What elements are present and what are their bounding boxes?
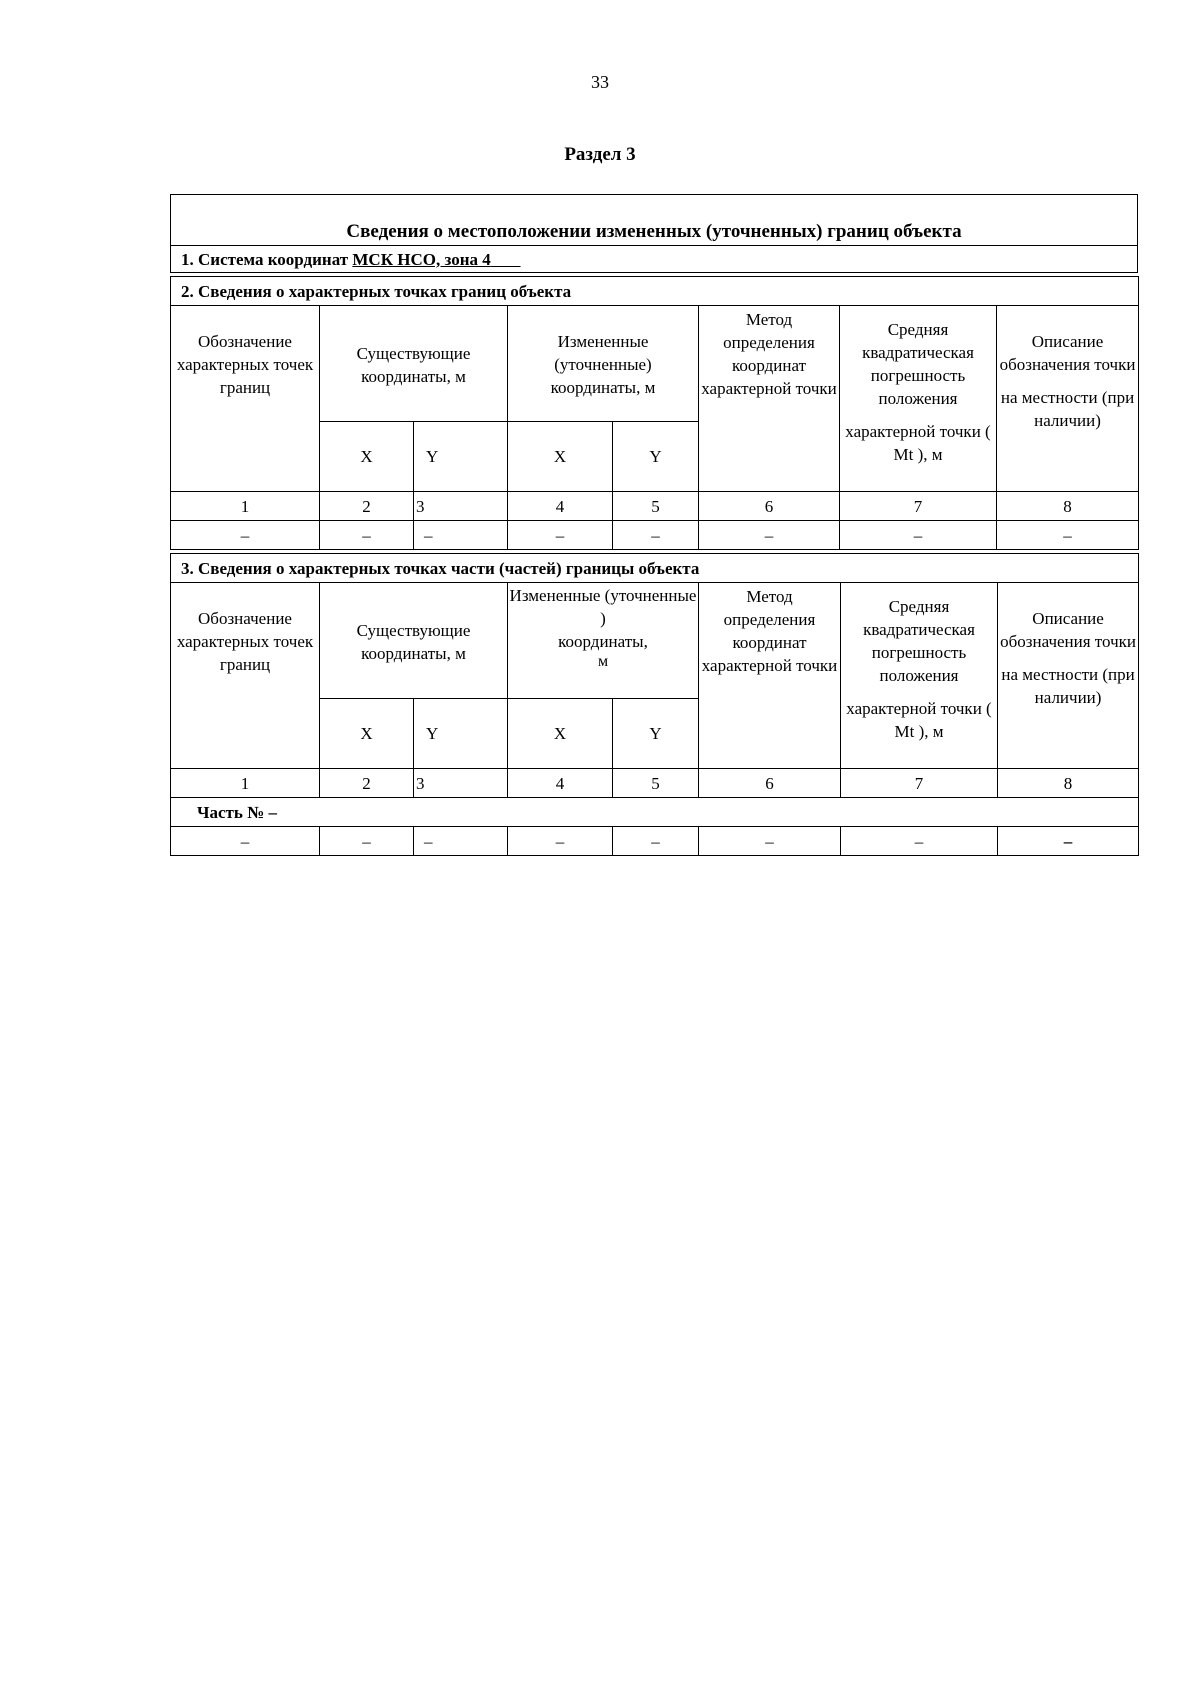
section2-col-number: 7 bbox=[840, 492, 997, 521]
coord-system-row bbox=[171, 246, 1138, 273]
coord-system-suffix bbox=[491, 250, 521, 269]
section3-header-existing: Существующие координаты, м bbox=[320, 583, 508, 699]
section2-header-changed: Измененные (уточненные) координаты, м bbox=[508, 306, 699, 422]
section3-cell: – bbox=[320, 827, 414, 856]
section3-header-description-top: Описание обозначения точки bbox=[1000, 609, 1136, 651]
section3-col-number: 1 bbox=[171, 769, 320, 798]
section2-cell: – bbox=[997, 521, 1139, 550]
section3-col-number: 4 bbox=[508, 769, 613, 798]
section2-col-number: 3 bbox=[414, 492, 508, 521]
section-title: Раздел 3 bbox=[564, 144, 636, 165]
section2-col-number: 8 bbox=[997, 492, 1139, 521]
section3-header-changed-line1: Измененные (уточненные bbox=[509, 586, 697, 605]
header-table bbox=[170, 194, 1138, 273]
main-title: Сведения о местоположении измененных (уточненных) границ объекта bbox=[171, 195, 1138, 246]
section2-cell: – bbox=[699, 521, 840, 550]
section2-col-number: 6 bbox=[699, 492, 840, 521]
section2-header-existing-x: X bbox=[320, 422, 414, 492]
section3-title: 3. Сведения о характерных точках части (частей) границы объекта bbox=[171, 554, 1139, 583]
section2-numbers-row bbox=[171, 492, 1139, 521]
section2-header-designation: Обозначение характерных точек границ bbox=[171, 306, 320, 492]
section2-cell: – bbox=[840, 521, 997, 550]
section2-header-error-bottom: характерной точки ( Mt ), м bbox=[845, 422, 991, 464]
section2-header-error bbox=[840, 306, 997, 492]
section2-data-row bbox=[171, 521, 1139, 550]
section2-col-number: 1 bbox=[171, 492, 320, 521]
section2-cell: – bbox=[320, 521, 414, 550]
page-number: 33 bbox=[591, 72, 609, 92]
section3-header-changed-line4: м bbox=[597, 653, 609, 670]
section2-cell: – bbox=[508, 521, 613, 550]
section2-header-description-bottom: на местности (при наличии) bbox=[1000, 388, 1135, 430]
section3-header-changed-y: Y bbox=[613, 699, 699, 769]
section3-col-number: 5 bbox=[613, 769, 699, 798]
section2-table bbox=[170, 276, 1139, 550]
section3-header-changed-x: X bbox=[508, 699, 613, 769]
section3-cell: – bbox=[171, 827, 320, 856]
section3-cell: – bbox=[699, 827, 841, 856]
section3-cell: – bbox=[998, 827, 1139, 856]
section3-header-description bbox=[998, 583, 1139, 769]
section3-header-changed-line3: координаты, bbox=[558, 632, 648, 651]
section3-header-existing-x: X bbox=[320, 699, 414, 769]
section3-header-error-top: Средняя квадратическая погрешность положения bbox=[863, 597, 975, 685]
section3-cell: – bbox=[613, 827, 699, 856]
section3-col-number: 6 bbox=[699, 769, 841, 798]
document-sheet bbox=[170, 194, 1138, 856]
section2-col-number: 2 bbox=[320, 492, 414, 521]
section2-header-existing: Существующие координаты, м bbox=[320, 306, 508, 422]
section3-header-method: Метод определения координат характерной точки bbox=[699, 583, 841, 769]
section3-part-label: Часть № – bbox=[171, 798, 1139, 827]
coord-system-value: МСК НСО, зона 4 bbox=[352, 249, 491, 269]
section2-col-number: 5 bbox=[613, 492, 699, 521]
section3-col-number: 8 bbox=[998, 769, 1139, 798]
section3-cell: – bbox=[841, 827, 998, 856]
section2-header-error-top: Средняя квадратическая погрешность положения bbox=[862, 320, 974, 408]
section2-title: 2. Сведения о характерных точках границ объекта bbox=[171, 277, 1139, 306]
section2-cell: – bbox=[414, 521, 508, 550]
section3-data-row bbox=[171, 827, 1139, 856]
section3-header-error-bottom: характерной точки ( Mt ), м bbox=[846, 699, 992, 741]
section2-header-description bbox=[997, 306, 1139, 492]
section3-cell: – bbox=[414, 827, 508, 856]
section2-cell: – bbox=[613, 521, 699, 550]
section3-header-description-bottom: на местности (при наличии) bbox=[1001, 665, 1135, 707]
section2-header-existing-y: Y bbox=[414, 422, 508, 492]
section3-col-number: 2 bbox=[320, 769, 414, 798]
section3-cell: – bbox=[508, 827, 613, 856]
section3-header-error bbox=[841, 583, 998, 769]
section3-header-changed bbox=[508, 583, 699, 699]
section2-header-method: Метод определения координат характерной точки bbox=[699, 306, 840, 492]
section2-header-changed-y: Y bbox=[613, 422, 699, 492]
section2-cell: – bbox=[171, 521, 320, 550]
section3-header-changed-line2: ) bbox=[600, 609, 606, 628]
section2-header-changed-x: X bbox=[508, 422, 613, 492]
section2-header-description-top: Описание обозначения точки bbox=[999, 332, 1136, 374]
section3-col-number: 3 bbox=[414, 769, 508, 798]
section2-col-number: 4 bbox=[508, 492, 613, 521]
section3-part-row bbox=[171, 798, 1139, 827]
section3-col-number: 7 bbox=[841, 769, 998, 798]
coord-system-prefix: 1. Система координат bbox=[181, 249, 353, 269]
section3-numbers-row bbox=[171, 769, 1139, 798]
section3-header-existing-y: Y bbox=[414, 699, 508, 769]
section3-header-designation: Обозначение характерных точек границ bbox=[171, 583, 320, 769]
section3-table bbox=[170, 553, 1139, 856]
